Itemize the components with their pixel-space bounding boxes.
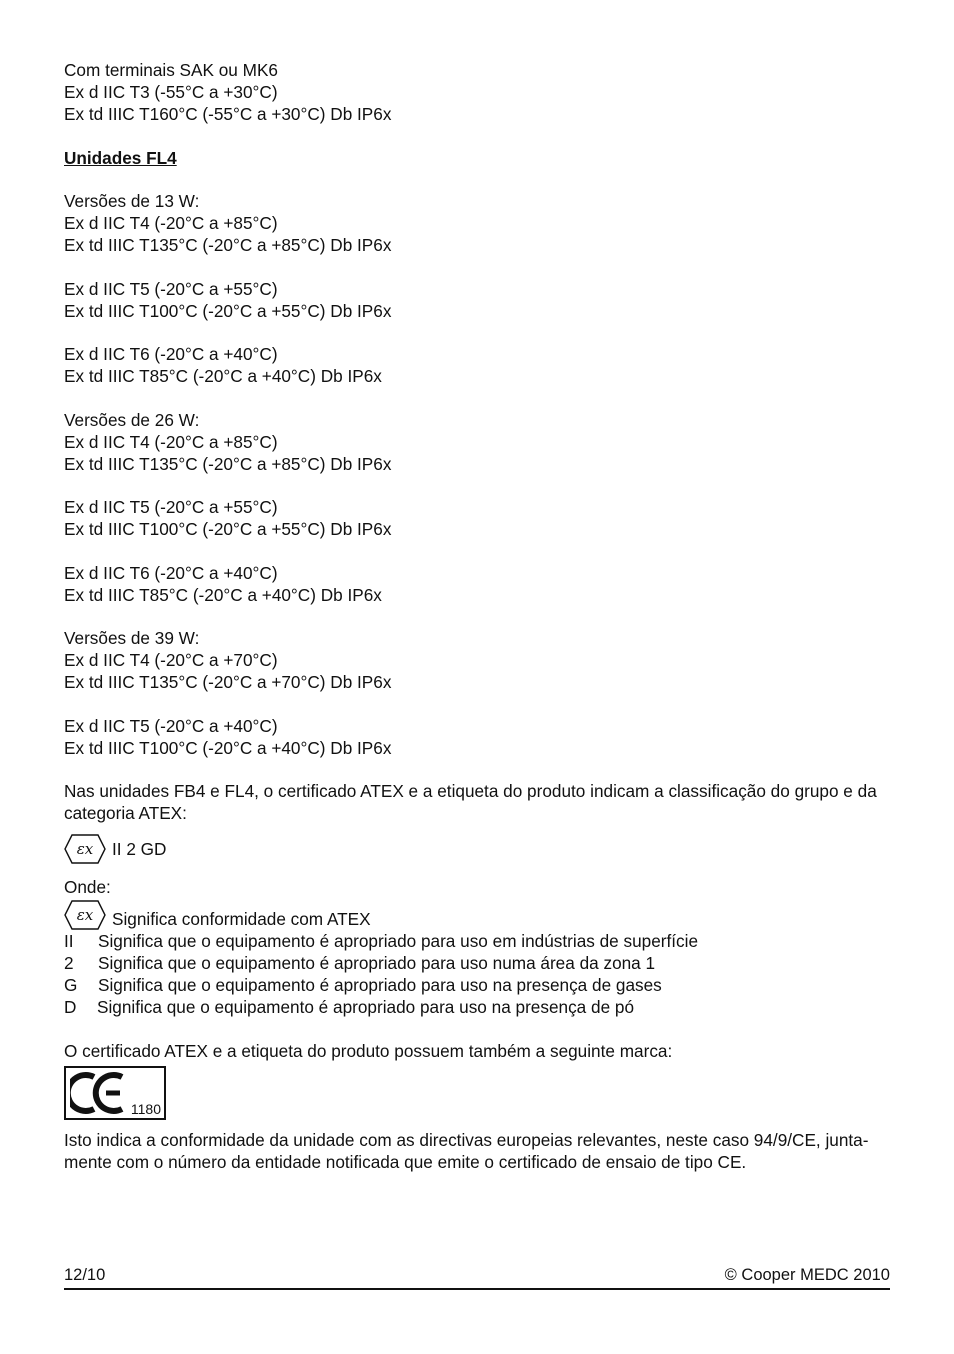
atex-paragraph: Nas unidades FB4 e FL4, o certificado ATEX e a etiqueta do produto indicam a classificação do grupo e da categoria ATEX: xyxy=(64,781,877,823)
definition-row xyxy=(64,996,890,1018)
text-line: Ex d IIC T3 (-55°C a +30°C) xyxy=(64,82,278,102)
version-title-13w: Versões de 13 W: xyxy=(64,191,200,211)
definition-text: Significa que o equipamento é apropriado para uso numa área da zona 1 xyxy=(98,953,656,973)
version-title-26w: Versões de 26 W: xyxy=(64,409,200,430)
text-line: Ex d IIC T5 (-20°C a +40°C) xyxy=(64,715,278,736)
text-line: Ex td IIIC T85°C (-20°C a +40°C) Db IP6x xyxy=(64,366,382,386)
svg-text:εx: εx xyxy=(76,840,94,858)
atex-marking-row xyxy=(64,834,890,864)
ex-meaning-row xyxy=(64,898,890,930)
text-line: Ex d IIC T4 (-20°C a +85°C) xyxy=(64,213,278,233)
definition-code: G xyxy=(64,975,78,995)
text-line: Ex td IIIC T135°C (-20°C a +85°C) Db IP6x xyxy=(64,453,392,474)
text-line: Com terminais SAK ou MK6 xyxy=(64,60,278,80)
definition-text: Significa que o equipamento é apropriado para uso na presença de gases xyxy=(98,975,662,995)
text-line: Ex td IIIC T100°C (-20°C a +55°C) Db IP6x xyxy=(64,300,392,321)
ce-mark-icon xyxy=(70,1071,126,1115)
text-line: Ex d IIC T6 (-20°C a +40°C) xyxy=(64,344,278,364)
footer-divider xyxy=(64,1288,890,1290)
definition-text: Significa que o equipamento é apropriado para uso na presença de pó xyxy=(97,997,635,1017)
svg-text:εx: εx xyxy=(76,906,94,924)
definition-code: D xyxy=(64,997,77,1017)
ce-intro: O certificado ATEX e a etiqueta do produto possuem também a seguinte marca: xyxy=(64,1040,673,1061)
text-line: Ex d IIC T4 (-20°C a +85°C) xyxy=(64,431,278,452)
text-line: Ex td IIIC T85°C (-20°C a +40°C) Db IP6x xyxy=(64,584,382,605)
section-heading-fl4: Unidades FL4 xyxy=(64,147,177,168)
page-number: 12/10 xyxy=(64,1266,106,1284)
definition-text: Significa que o equipamento é apropriado para uso em indústrias de superfície xyxy=(98,931,699,951)
definition-row xyxy=(64,974,890,996)
text-line: Ex td IIIC T100°C (-20°C a +55°C) Db IP6x xyxy=(64,519,392,539)
definition-code: 2 xyxy=(64,953,74,973)
copyright: © Cooper MEDC 2010 xyxy=(724,1266,890,1284)
text-line: Ex td IIIC T135°C (-20°C a +70°C) Db IP6x xyxy=(64,672,392,692)
text-line: Ex d IIC T5 (-20°C a +55°C) xyxy=(64,497,278,517)
ex-hexagon-icon xyxy=(64,900,106,930)
atex-marking: II 2 GD xyxy=(112,839,167,859)
ex-hexagon-icon xyxy=(64,834,106,864)
version-title-39w: Versões de 39 W: xyxy=(64,628,200,648)
text-line: Ex d IIC T5 (-20°C a +55°C) xyxy=(64,278,278,299)
definition-code: II xyxy=(64,931,74,951)
text-line: Ex td IIIC T135°C (-20°C a +85°C) Db IP6x xyxy=(64,235,392,255)
page-footer xyxy=(64,1264,890,1286)
definition-row xyxy=(64,930,890,952)
text-line: Ex d IIC T4 (-20°C a +70°C) xyxy=(64,650,278,670)
ex-meaning: Significa conformidade com ATEX xyxy=(112,909,371,929)
text-line: Ex td IIIC T160°C (-55°C a +30°C) Db IP6x xyxy=(64,104,392,124)
ce-marking-box xyxy=(64,1066,166,1120)
definition-row xyxy=(64,952,890,974)
text-line: Ex d IIC T6 (-20°C a +40°C) xyxy=(64,562,278,583)
where-label: Onde: xyxy=(64,877,111,897)
ce-paragraph: Isto indica a conformidade da unidade com as directivas europeias relevantes, neste caso 94/9/CE, junta-mente com o número da entidade notificada que emite o certificado de ensaio de tipo CE. xyxy=(64,1129,869,1172)
text-line: Ex td IIIC T100°C (-20°C a +40°C) Db IP6x xyxy=(64,737,392,758)
page-content xyxy=(64,59,890,1173)
notified-body-number: 1180 xyxy=(130,1100,161,1117)
